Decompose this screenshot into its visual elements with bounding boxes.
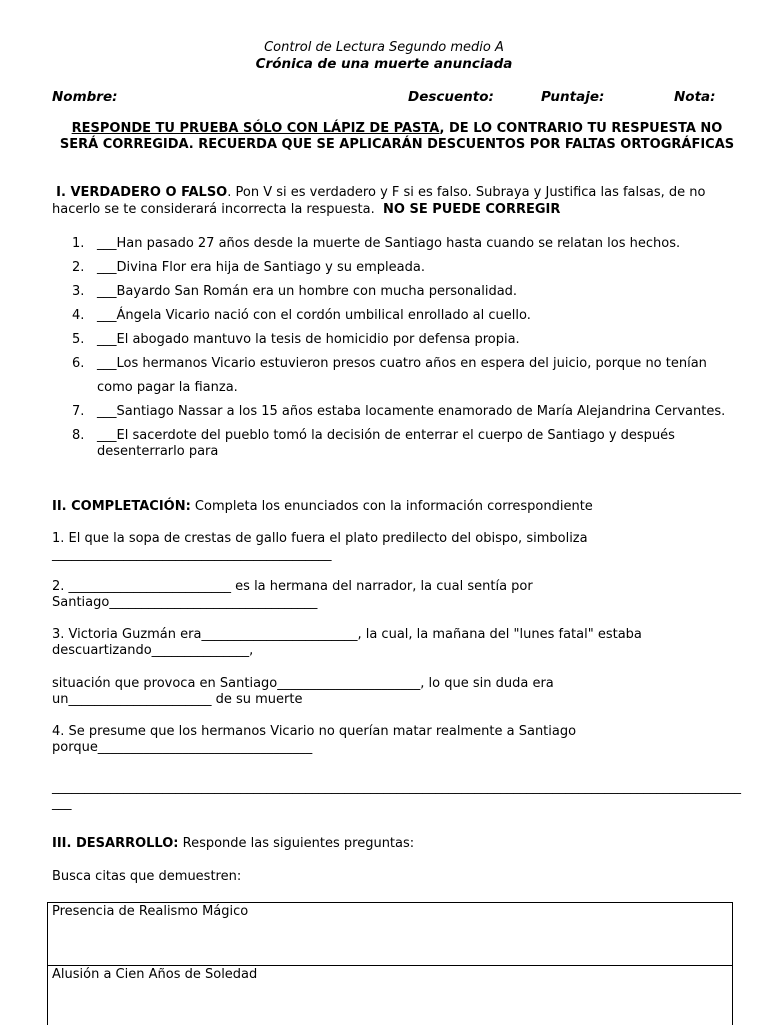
list-item [72,400,732,424]
list-item [72,352,732,400]
item-text: ___Han pasado 27 años desde la muerte de Santiago hasta cuando se relatan los hechos. [97,236,681,251]
item-text: ___Santiago Nassar a los 15 años estaba locamente enamorado de María Alejandrina Cervantes. [97,404,726,419]
item-number: 1. [72,236,85,251]
section3-heading: III. DESARROLLO: [52,836,179,851]
question-4: 4. Se presume que los hermanos Vicario no querían matar realmente a Santiago porque_________________________________ [52,724,577,755]
question-4-answer-line: _____________________________________________________________________________________________________________ [52,780,741,811]
item-number: 2. [72,260,85,275]
section3-intro [52,836,752,852]
item-text: ___El abogado mantuvo la tesis de homicidio por defensa propia. [97,332,520,347]
field-nombre: Nombre: [52,89,118,105]
pen-warning [52,121,742,153]
field-descuento: Descuento: [408,89,494,105]
field-puntaje: Puntaje: [541,89,605,105]
question-3: 3. Victoria Guzmán era________________________, la cual, la mañana del "lunes fatal" estaba descuartizando_______________, [52,627,642,658]
list-item [72,232,732,256]
question-1: 1. El que la sopa de crestas de gallo fuera el plato predilecto del obispo, simboliza ___________________________________________ [52,531,588,562]
quote-row-realismo[interactable] [48,903,732,966]
item-number: 3. [72,284,85,299]
question-2: 2. _________________________ es la hermana del narrador, la cual sentía por Santiago________________________________ [52,579,533,610]
item-number: 4. [72,308,85,323]
list-item [72,328,732,352]
true-false-list [72,232,732,460]
list-item [72,424,732,460]
quotes-table [47,902,733,1025]
question-3-continued: situación que provoca en Santiago______________________, lo que sin duda era un______________________ de su muerte [52,676,554,707]
pen-warning-rest: , DE LO CONTRARIO TU RESPUESTA NO SERÁ CORREGIDA. RECUERDA QUE SE APLICARÁN DESCUENTOS POR FALTAS ORTOGRÁFICAS [59,121,735,152]
item-number: 6. [72,356,85,371]
section2-intro [52,499,752,515]
field-nota: Nota: [674,89,716,105]
item-text: ___Bayardo San Román era un hombre con mucha personalidad. [97,284,518,299]
item-text: ___Divina Flor era hija de Santiago y su empleada. [97,260,425,275]
list-item [72,280,732,304]
item-text: ___Los hermanos Vicario estuvieron presos cuatro años en espera del juicio, porque no tenían como pagar la fianza. [97,356,707,395]
item-text: ___Ángela Vicario nació con el cordón umbilical enrollado al cuello. [97,308,531,323]
section3-prompt: Busca citas que demuestren: [52,869,242,884]
item-number: 7. [72,404,85,419]
section1-heading: I. VERDADERO O FALSO [56,185,228,200]
list-item [72,304,732,328]
pen-warning-underlined: RESPONDE TU PRUEBA SÓLO CON LÁPIZ DE PASTA [71,121,440,136]
section2-heading: II. COMPLETACIÓN: [52,499,191,514]
quote-row-label: Alusión a Cien Años de Soledad [52,967,258,982]
item-text: ___El sacerdote del pueblo tomó la decisión de enterrar el cuerpo de Santiago y después desenterrarlo para [97,428,675,459]
quote-row-cien-anos[interactable] [48,966,732,1029]
item-number: 5. [72,332,85,347]
section3-instructions: Responde las siguientes preguntas: [178,836,415,851]
quiz-book-title: Crónica de una muerte anunciada [255,56,513,72]
item-number: 8. [72,428,85,443]
section1-intro [52,184,742,218]
section2-instructions: Completa los enunciados con la información correspondiente [190,499,593,514]
section1-instructions: . Pon V si es verdadero y F si es falso. Subraya y Justifica las falsas, de no hacerlo se te considerará incorrecta la respuesta. [52,185,706,217]
section1-no-correct: NO SE PUEDE CORREGIR [383,202,561,217]
list-item [72,256,732,280]
quote-row-label: Presencia de Realismo Mágico [52,904,249,919]
quiz-course-title: Control de Lectura Segundo medio A [264,40,504,55]
